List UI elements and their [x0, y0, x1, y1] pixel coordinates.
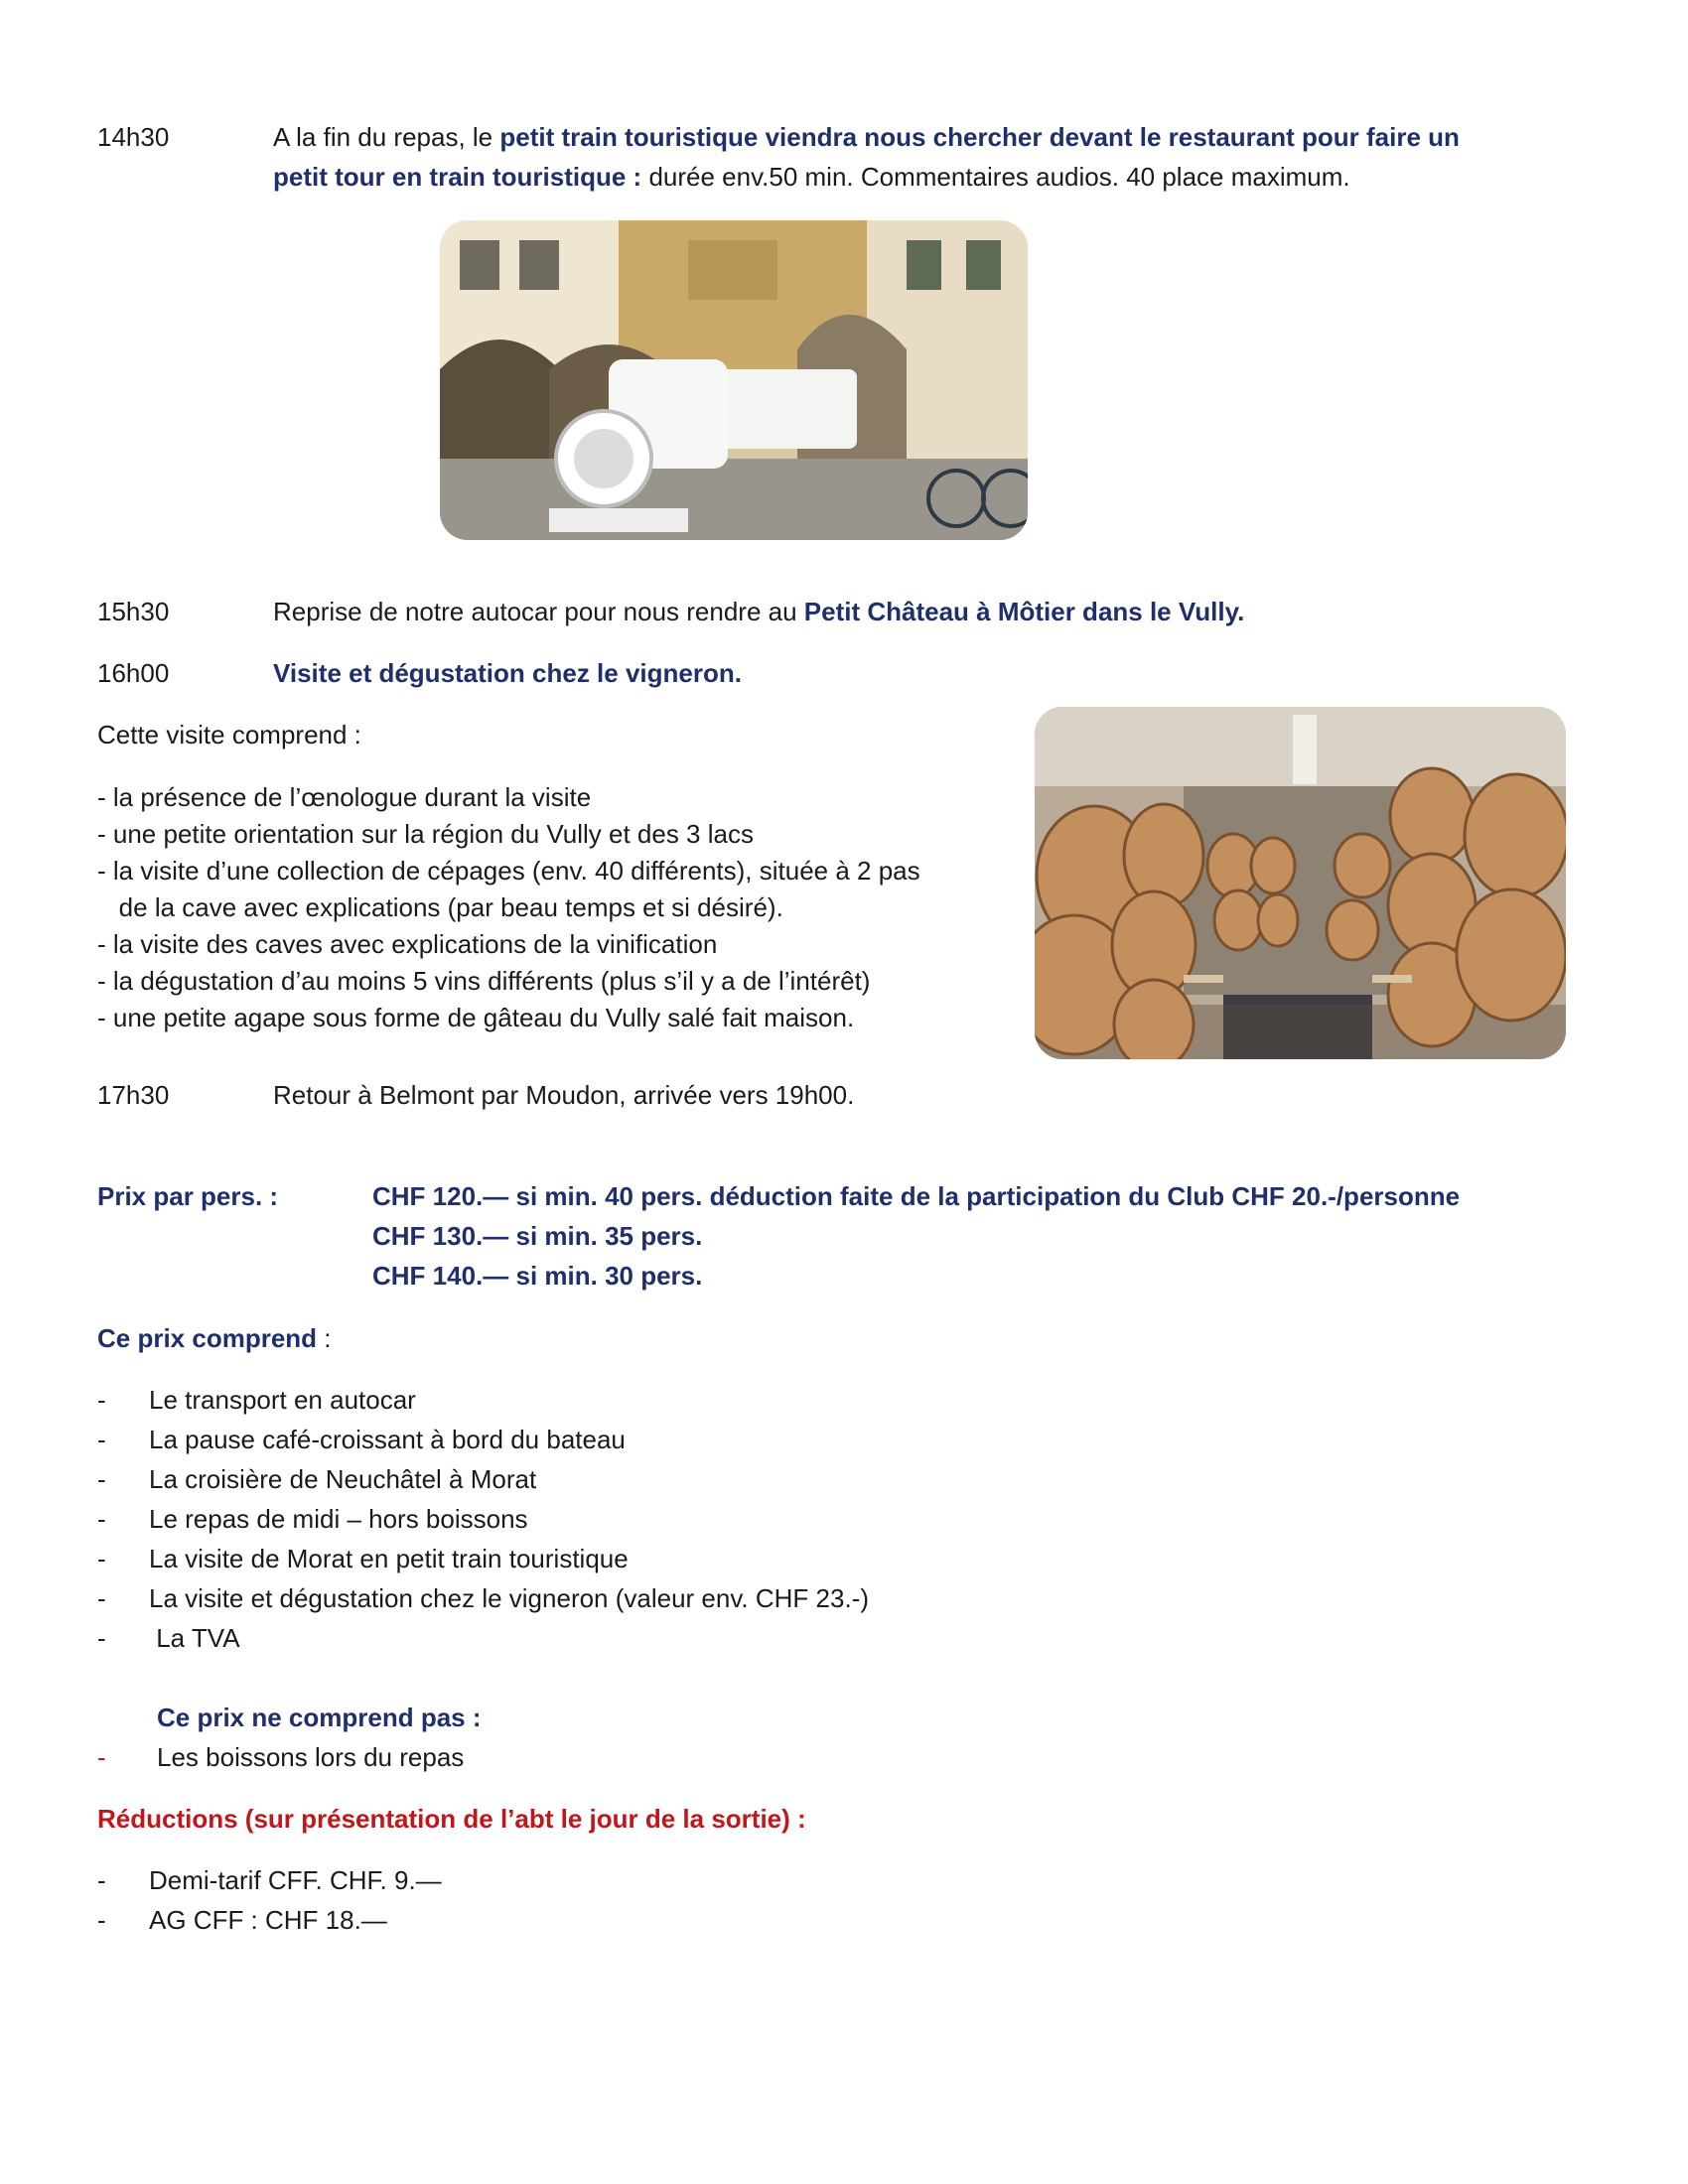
dash-bullet: -: [97, 1623, 106, 1653]
tourist-train-photo: [440, 220, 1028, 540]
dash-bullet: -: [97, 1425, 106, 1454]
dash-bullet: -: [97, 1385, 106, 1415]
visit-item: - une petite orientation sur la région du Vully et des 3 lacs: [97, 819, 754, 849]
includes-item: La visite de Morat en petit train touristique: [149, 1544, 629, 1573]
dash-bullet: -: [97, 1504, 106, 1534]
visit-item: - la présence de l’œnologue durant la visite: [97, 782, 592, 812]
visit-item: - la visite des caves avec explications de la vinification: [97, 929, 718, 959]
excludes-title: Ce prix ne comprend pas :: [157, 1703, 482, 1732]
includes-item: La visite et dégustation chez le vigneron (valeur env. CHF 23.-): [149, 1583, 869, 1613]
dash-bullet: -: [97, 1464, 106, 1494]
includes-item: Le transport en autocar: [149, 1385, 416, 1415]
block2-line: [273, 594, 1244, 629]
block4-text: Retour à Belmont par Moudon, arrivée vers 19h00.: [273, 1080, 855, 1110]
excludes-item: Les boissons lors du repas: [157, 1742, 465, 1772]
block2-bold: Petit Château à Môtier dans le Vully.: [803, 597, 1245, 626]
visit-item: - la dégustation d’au moins 5 vins différents (plus s’il y a de l’intérêt): [97, 966, 871, 996]
wine-cellar-photo: [1035, 707, 1566, 1059]
visit-item: - une petite agape sous forme de gâteau du Vully salé fait maison.: [97, 1003, 855, 1032]
block2-pre: Reprise de notre autocar pour nous rendre au: [273, 597, 804, 626]
time-1600: 16h00: [97, 658, 170, 688]
includes-item: La TVA: [149, 1623, 240, 1653]
price-line-35: CHF 130.— si min. 35 pers.: [372, 1221, 703, 1251]
block1-line1: [273, 119, 1460, 155]
time-1430: 14h30: [97, 122, 170, 152]
time-1730: 17h30: [97, 1080, 170, 1110]
visit-intro: Cette visite comprend :: [97, 720, 361, 750]
block1-pre: A la fin du repas, le: [273, 122, 500, 152]
dash-bullet: -: [97, 1544, 106, 1573]
reductions-title: Réductions (sur présentation de l’abt le jour de la sortie) :: [97, 1804, 806, 1834]
includes-title: Ce prix comprend: [97, 1323, 318, 1353]
dash-bullet: -: [97, 1905, 106, 1935]
dash-bullet: -: [97, 1583, 106, 1613]
includes-item: Le repas de midi – hors boissons: [149, 1504, 528, 1534]
time-1530: 15h30: [97, 597, 170, 626]
visit-item: de la cave avec explications (par beau temps et si désiré).: [97, 892, 783, 922]
dash-bullet-red: -: [97, 1742, 106, 1772]
block3-title: Visite et dégustation chez le vigneron.: [273, 658, 742, 688]
block1-line2: [273, 159, 1350, 195]
block1-bold1: petit train touristique viendra nous chercher devant le restaurant pour faire un: [499, 122, 1460, 152]
visit-item: - la visite d’une collection de cépages (env. 40 différents), située à 2 pas: [97, 856, 920, 886]
includes-item: La pause café-croissant à bord du bateau: [149, 1425, 626, 1454]
dash-bullet: -: [97, 1865, 106, 1895]
price-line-40: CHF 120.— si min. 40 pers. déduction faite de la participation du Club CHF 20.-/personne: [372, 1181, 1461, 1211]
block1-post: durée env.50 min. Commentaires audios. 40 place maximum.: [641, 162, 1350, 192]
includes-colon: :: [317, 1323, 332, 1353]
block1-bold2: petit tour en train touristique :: [273, 162, 642, 192]
price-line-30: CHF 140.— si min. 30 pers.: [372, 1261, 703, 1291]
price-label: Prix par pers. :: [97, 1181, 279, 1211]
reductions-item: AG CFF : CHF 18.—: [149, 1905, 387, 1935]
reductions-item: Demi-tarif CFF. CHF. 9.—: [149, 1865, 442, 1895]
includes-heading: [97, 1320, 332, 1356]
includes-item: La croisière de Neuchâtel à Morat: [149, 1464, 537, 1494]
